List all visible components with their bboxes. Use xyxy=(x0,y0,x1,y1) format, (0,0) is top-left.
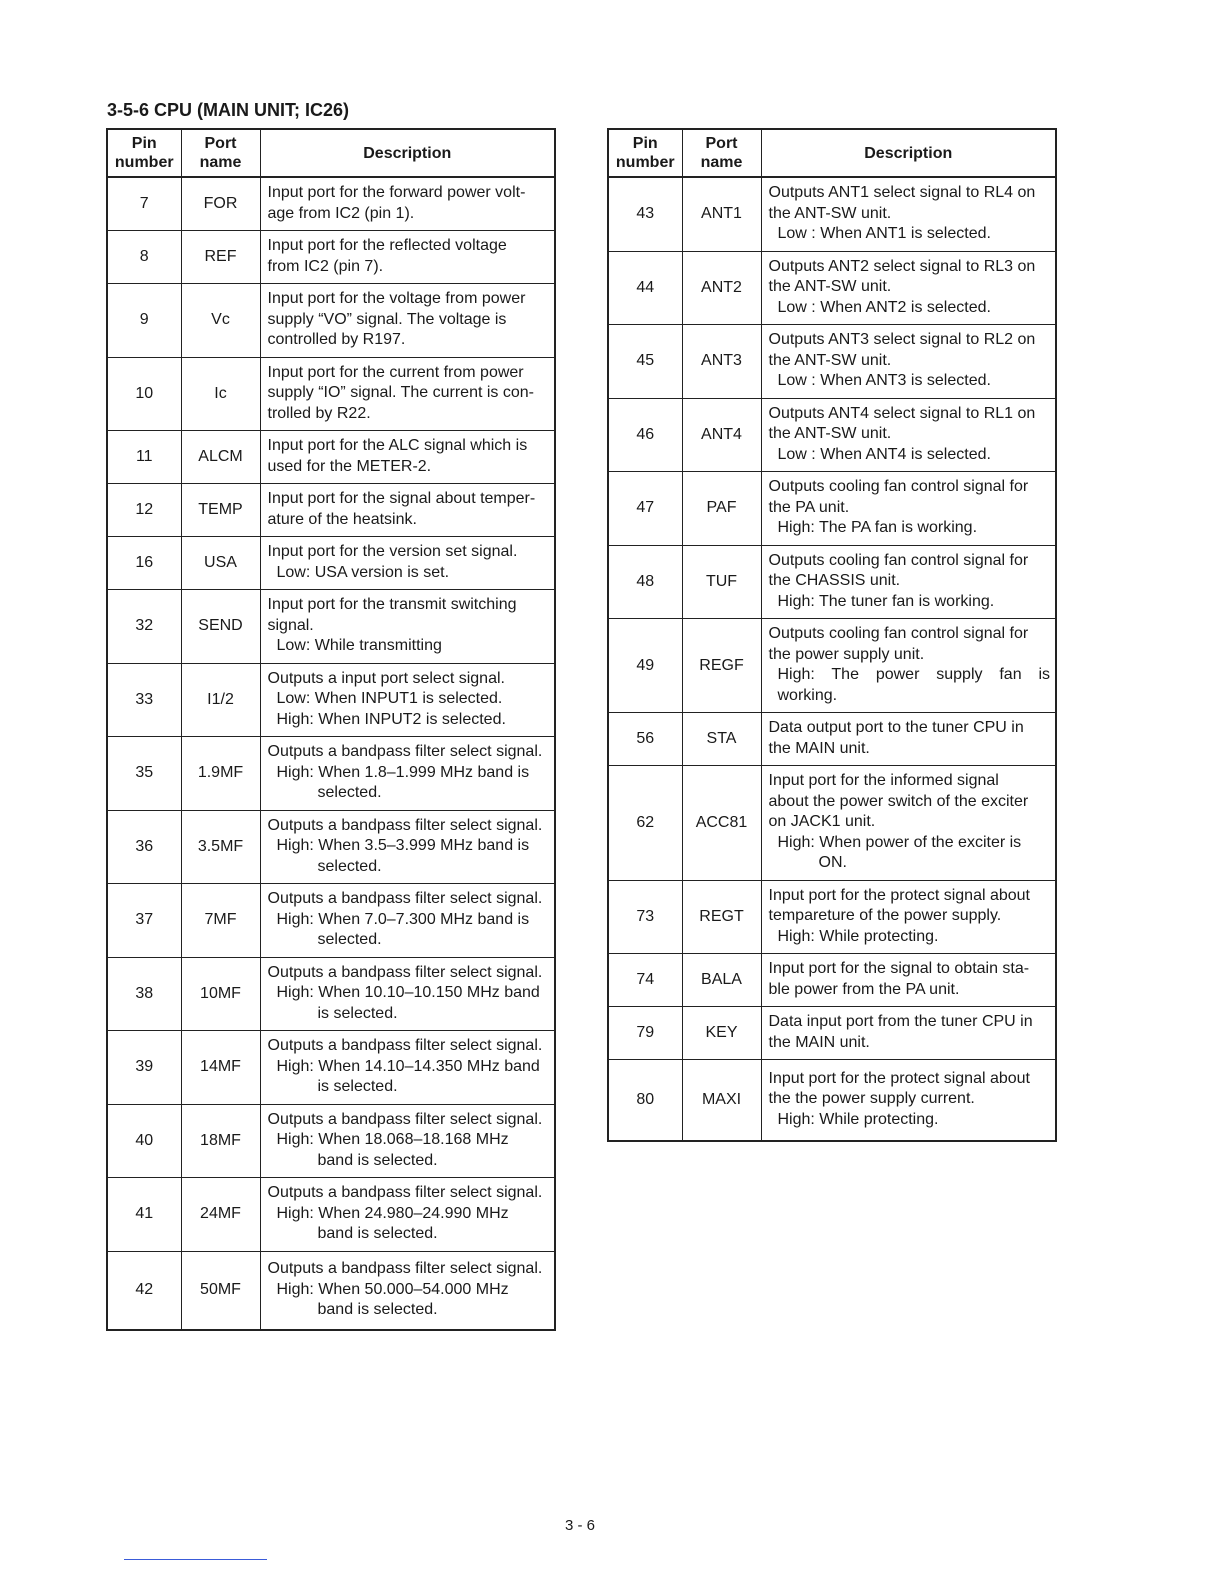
pin-number-cell: 48 xyxy=(608,545,682,619)
pin-table-left xyxy=(106,128,556,1331)
description-line: Outputs a bandpass filter select signal. xyxy=(267,816,543,834)
description-line: selected. xyxy=(317,784,382,801)
description-cell xyxy=(761,545,1056,619)
pin-number-cell: 46 xyxy=(608,398,682,472)
table-row xyxy=(608,472,1056,546)
description-cell xyxy=(761,398,1056,472)
description-line: Outputs cooling fan control signal for xyxy=(768,625,1029,642)
description-line: about the power switch of the exciter xyxy=(768,792,1029,810)
description-line: the MAIN unit. xyxy=(768,739,870,757)
port-name-cell: 1.9MF xyxy=(181,737,260,811)
port-name-cell: SEND xyxy=(181,590,260,664)
description-line: Input port for the protect signal about xyxy=(768,886,1030,904)
port-name-cell: REGT xyxy=(682,880,761,954)
description-cell xyxy=(260,357,555,431)
description-cell xyxy=(260,537,555,590)
table-row xyxy=(107,1178,555,1252)
description-line: controlled by R197. xyxy=(267,331,406,348)
description-line: supply “IO” signal. The current is con- xyxy=(267,384,534,401)
description-line: Input port for the transmit switching xyxy=(267,596,517,613)
pin-number-cell: 80 xyxy=(608,1060,682,1141)
description-line: signal. xyxy=(267,616,314,634)
table-row xyxy=(107,590,555,664)
description-line: from IC2 (pin 7). xyxy=(267,257,384,275)
pin-number-header: Pin number xyxy=(107,129,181,177)
page-number: 3 - 6 xyxy=(564,1517,595,1534)
table-row xyxy=(608,398,1056,472)
pin-number-cell: 56 xyxy=(608,713,682,766)
description-cell xyxy=(761,251,1056,325)
description-cell xyxy=(761,1060,1056,1141)
description-line: the ANT-SW unit. xyxy=(768,278,892,295)
description-line: Low : When ANT3 is selected. xyxy=(777,372,991,389)
header-row xyxy=(107,129,555,177)
table-row xyxy=(608,1060,1056,1141)
description-line: High: When 1.8–1.999 MHz band is xyxy=(276,763,530,781)
description-line: Data output port to the tuner CPU in xyxy=(768,719,1024,736)
description-line: supply “VO” signal. The voltage is xyxy=(267,310,507,328)
description-line: band is selected. xyxy=(317,1151,438,1169)
pin-number-cell: 43 xyxy=(608,177,682,251)
pin-number-cell: 36 xyxy=(107,810,181,884)
port-name-cell: STA xyxy=(682,713,761,766)
port-name-cell: Vc xyxy=(181,284,260,358)
description-line: Input port for the signal to obtain sta- xyxy=(768,960,1030,977)
description-line: is selected. xyxy=(317,1078,398,1095)
description-line: Input port for the forward power volt- xyxy=(267,184,526,201)
description-line: High: When 7.0–7.300 MHz band is xyxy=(276,910,530,928)
port-name-cell: MAXI xyxy=(682,1060,761,1141)
pin-number-cell: 33 xyxy=(107,663,181,737)
port-name-cell: 24MF xyxy=(181,1178,260,1252)
description-line: High: When 50.000–54.000 MHz xyxy=(276,1280,509,1298)
pin-number-cell: 44 xyxy=(608,251,682,325)
description-line: High: When 10.10–10.150 MHz band xyxy=(276,984,540,1001)
pin-number-cell: 79 xyxy=(608,1007,682,1060)
pin-number-cell: 35 xyxy=(107,737,181,811)
port-name-cell: BALA xyxy=(682,954,761,1007)
description-line: Outputs cooling fan control signal for xyxy=(768,478,1029,495)
table-row xyxy=(107,810,555,884)
description-cell xyxy=(260,284,555,358)
table-row xyxy=(107,284,555,358)
description-line: the MAIN unit. xyxy=(768,1033,870,1051)
description-line: Input port for the reflected voltage xyxy=(267,237,507,254)
pin-number-cell: 40 xyxy=(107,1104,181,1178)
description-line: Low: USA version is set. xyxy=(276,563,450,581)
description-line: Input port for the current from power xyxy=(267,363,524,381)
description-line: ature of the heatsink. xyxy=(267,510,417,528)
description-line: Low : When ANT1 is selected. xyxy=(777,225,991,242)
pin-number-cell: 16 xyxy=(107,537,181,590)
description-line: High: The tuner fan is working. xyxy=(777,592,995,610)
description-cell xyxy=(260,957,555,1031)
port-name-header: Port name xyxy=(181,129,260,177)
table-row xyxy=(608,251,1056,325)
description-line: on JACK1 unit. xyxy=(768,813,876,830)
table-row xyxy=(107,357,555,431)
port-name-cell: TUF xyxy=(682,545,761,619)
description-line: Data input port from the tuner CPU in xyxy=(768,1013,1033,1030)
port-name-cell: FOR xyxy=(181,177,260,231)
pin-number-cell: 8 xyxy=(107,231,181,284)
table-row xyxy=(608,619,1056,713)
description-line: the power supply unit. xyxy=(768,645,925,663)
description-line: Input port for the voltage from power xyxy=(267,290,526,307)
pin-number-cell: 32 xyxy=(107,590,181,664)
description-line: Input port for the informed signal xyxy=(768,772,999,789)
port-name-header: Port name xyxy=(682,129,761,177)
description-line: used for the METER-2. xyxy=(267,457,432,475)
description-cell xyxy=(761,880,1056,954)
pin-number-cell: 73 xyxy=(608,880,682,954)
description-cell xyxy=(260,177,555,231)
description-line: Input port for the protect signal about xyxy=(768,1069,1030,1087)
description-cell xyxy=(260,231,555,284)
description-line: High: When 24.980–24.990 MHz xyxy=(276,1204,509,1222)
pin-table-right xyxy=(607,128,1057,1142)
description-cell xyxy=(260,884,555,958)
pin-number-cell: 62 xyxy=(608,766,682,881)
description-line: High: When power of the exciter is xyxy=(777,833,1022,851)
port-name-cell: 10MF xyxy=(181,957,260,1031)
description-cell xyxy=(761,713,1056,766)
description-cell xyxy=(260,1178,555,1252)
table-row xyxy=(608,177,1056,251)
description-line: Low: While transmitting xyxy=(276,637,442,654)
description-line: Low: When INPUT1 is selected. xyxy=(276,690,503,707)
table-row xyxy=(608,1007,1056,1060)
description-line: selected. xyxy=(317,857,382,875)
pin-number-header: Pin number xyxy=(608,129,682,177)
description-cell xyxy=(761,619,1056,713)
port-name-cell: ALCM xyxy=(181,431,260,484)
description-cell xyxy=(260,1104,555,1178)
description-line: Input port for the version set signal. xyxy=(267,543,518,560)
description-line: Outputs a input port select signal. xyxy=(267,669,505,687)
description-cell xyxy=(260,590,555,664)
description-line: Outputs ANT3 select signal to RL2 on xyxy=(768,331,1036,348)
table-row xyxy=(107,1104,555,1178)
description-line: ble power from the PA unit. xyxy=(768,980,960,998)
footer-rule xyxy=(124,1559,267,1560)
description-cell xyxy=(761,766,1056,881)
table-row xyxy=(107,737,555,811)
description-line: High: When INPUT2 is selected. xyxy=(276,710,506,728)
description-line: Outputs ANT1 select signal to RL4 on xyxy=(768,184,1036,201)
port-name-cell: ACC81 xyxy=(682,766,761,881)
pin-number-cell: 9 xyxy=(107,284,181,358)
description-line: band is selected. xyxy=(317,1301,438,1318)
description-line: the PA unit. xyxy=(768,498,850,516)
description-line: the ANT-SW unit. xyxy=(768,351,892,369)
description-cell xyxy=(260,737,555,811)
table-row xyxy=(107,663,555,737)
table-row xyxy=(107,537,555,590)
description-line: Low : When ANT4 is selected. xyxy=(777,445,991,463)
port-name-cell: KEY xyxy=(682,1007,761,1060)
description-line: Outputs a bandpass filter select signal. xyxy=(267,1037,543,1054)
header-row xyxy=(608,129,1056,177)
description-line: selected. xyxy=(317,931,382,948)
table-row xyxy=(608,545,1056,619)
description-line: Outputs a bandpass filter select signal. xyxy=(267,1184,543,1201)
description-line: Outputs a bandpass filter select signal. xyxy=(267,890,543,907)
description-line: Low : When ANT2 is selected. xyxy=(777,298,991,316)
description-cell xyxy=(260,484,555,537)
description-header: Description xyxy=(761,129,1056,177)
description-line: Outputs ANT2 select signal to RL3 on xyxy=(768,257,1036,275)
table-row xyxy=(608,713,1056,766)
description-line: Outputs a bandpass filter select signal. xyxy=(267,1110,543,1128)
table-row xyxy=(107,177,555,231)
pin-number-cell: 39 xyxy=(107,1031,181,1105)
port-name-cell: REF xyxy=(181,231,260,284)
table-row xyxy=(107,231,555,284)
table-row xyxy=(107,884,555,958)
port-name-cell: ANT2 xyxy=(682,251,761,325)
description-cell xyxy=(761,325,1056,399)
port-name-cell: ANT1 xyxy=(682,177,761,251)
description-cell xyxy=(260,1251,555,1330)
description-cell xyxy=(761,954,1056,1007)
port-name-cell: 14MF xyxy=(181,1031,260,1105)
description-cell xyxy=(260,810,555,884)
port-name-cell: ANT4 xyxy=(682,398,761,472)
pin-number-cell: 10 xyxy=(107,357,181,431)
description-line: Outputs a bandpass filter select signal. xyxy=(267,743,543,760)
pin-number-cell: 12 xyxy=(107,484,181,537)
description-cell xyxy=(260,663,555,737)
description-line: is selected. xyxy=(317,1004,398,1022)
port-name-cell: REGF xyxy=(682,619,761,713)
table-row xyxy=(608,766,1056,881)
pin-number-cell: 37 xyxy=(107,884,181,958)
description-line: Outputs a bandpass filter select signal. xyxy=(267,963,543,981)
description-header: Description xyxy=(260,129,555,177)
description-line: High: The power supply fan is working. xyxy=(777,666,1050,704)
description-cell xyxy=(761,1007,1056,1060)
description-line: the the power supply current. xyxy=(768,1090,975,1107)
table-row xyxy=(107,1031,555,1105)
description-line: Input port for the signal about temper- xyxy=(267,490,536,507)
pin-number-cell: 74 xyxy=(608,954,682,1007)
description-line: the ANT-SW unit. xyxy=(768,204,892,222)
description-line: age from IC2 (pin 1). xyxy=(267,204,415,222)
description-line: tempareture of the power supply. xyxy=(768,907,1002,924)
description-cell xyxy=(260,431,555,484)
port-name-cell: USA xyxy=(181,537,260,590)
pin-number-cell: 41 xyxy=(107,1178,181,1252)
description-line: the ANT-SW unit. xyxy=(768,425,892,442)
pin-number-cell: 38 xyxy=(107,957,181,1031)
table-row xyxy=(107,957,555,1031)
port-name-cell: Ic xyxy=(181,357,260,431)
description-line: High: The PA fan is working. xyxy=(777,519,978,536)
port-name-cell: TEMP xyxy=(181,484,260,537)
description-cell xyxy=(260,1031,555,1105)
description-line: High: When 18.068–18.168 MHz xyxy=(276,1131,509,1148)
section-title: 3-5-6 CPU (MAIN UNIT; IC26) xyxy=(107,100,350,120)
pin-number-cell: 11 xyxy=(107,431,181,484)
description-line: band is selected. xyxy=(317,1225,438,1242)
port-name-cell: PAF xyxy=(682,472,761,546)
description-line: ON. xyxy=(818,854,847,871)
description-line: High: While protecting. xyxy=(777,927,939,945)
description-line: High: While protecting. xyxy=(777,1110,939,1128)
pin-number-cell: 42 xyxy=(107,1251,181,1330)
description-line: High: When 3.5–3.999 MHz band is xyxy=(276,837,530,854)
pin-number-cell: 7 xyxy=(107,177,181,231)
table-row xyxy=(107,1251,555,1330)
port-name-cell: ANT3 xyxy=(682,325,761,399)
description-line: High: When 14.10–14.350 MHz band xyxy=(276,1057,540,1075)
port-name-cell: 50MF xyxy=(181,1251,260,1330)
description-line: Outputs a bandpass filter select signal. xyxy=(267,1260,543,1277)
pin-number-cell: 49 xyxy=(608,619,682,713)
description-line: Outputs cooling fan control signal for xyxy=(768,551,1029,569)
table-row xyxy=(608,954,1056,1007)
description-line: Outputs ANT4 select signal to RL1 on xyxy=(768,404,1036,422)
pin-number-cell: 45 xyxy=(608,325,682,399)
pin-number-cell: 47 xyxy=(608,472,682,546)
port-name-cell: I1/2 xyxy=(181,663,260,737)
port-name-cell: 18MF xyxy=(181,1104,260,1178)
description-line: Input port for the ALC signal which is xyxy=(267,437,528,454)
port-name-cell: 7MF xyxy=(181,884,260,958)
table-row xyxy=(608,325,1056,399)
port-name-cell: 3.5MF xyxy=(181,810,260,884)
table-row xyxy=(608,880,1056,954)
description-line: the CHASSIS unit. xyxy=(768,572,901,589)
description-cell xyxy=(761,177,1056,251)
table-row xyxy=(107,484,555,537)
description-cell xyxy=(761,472,1056,546)
description-line: trolled by R22. xyxy=(267,404,371,422)
table-row xyxy=(107,431,555,484)
